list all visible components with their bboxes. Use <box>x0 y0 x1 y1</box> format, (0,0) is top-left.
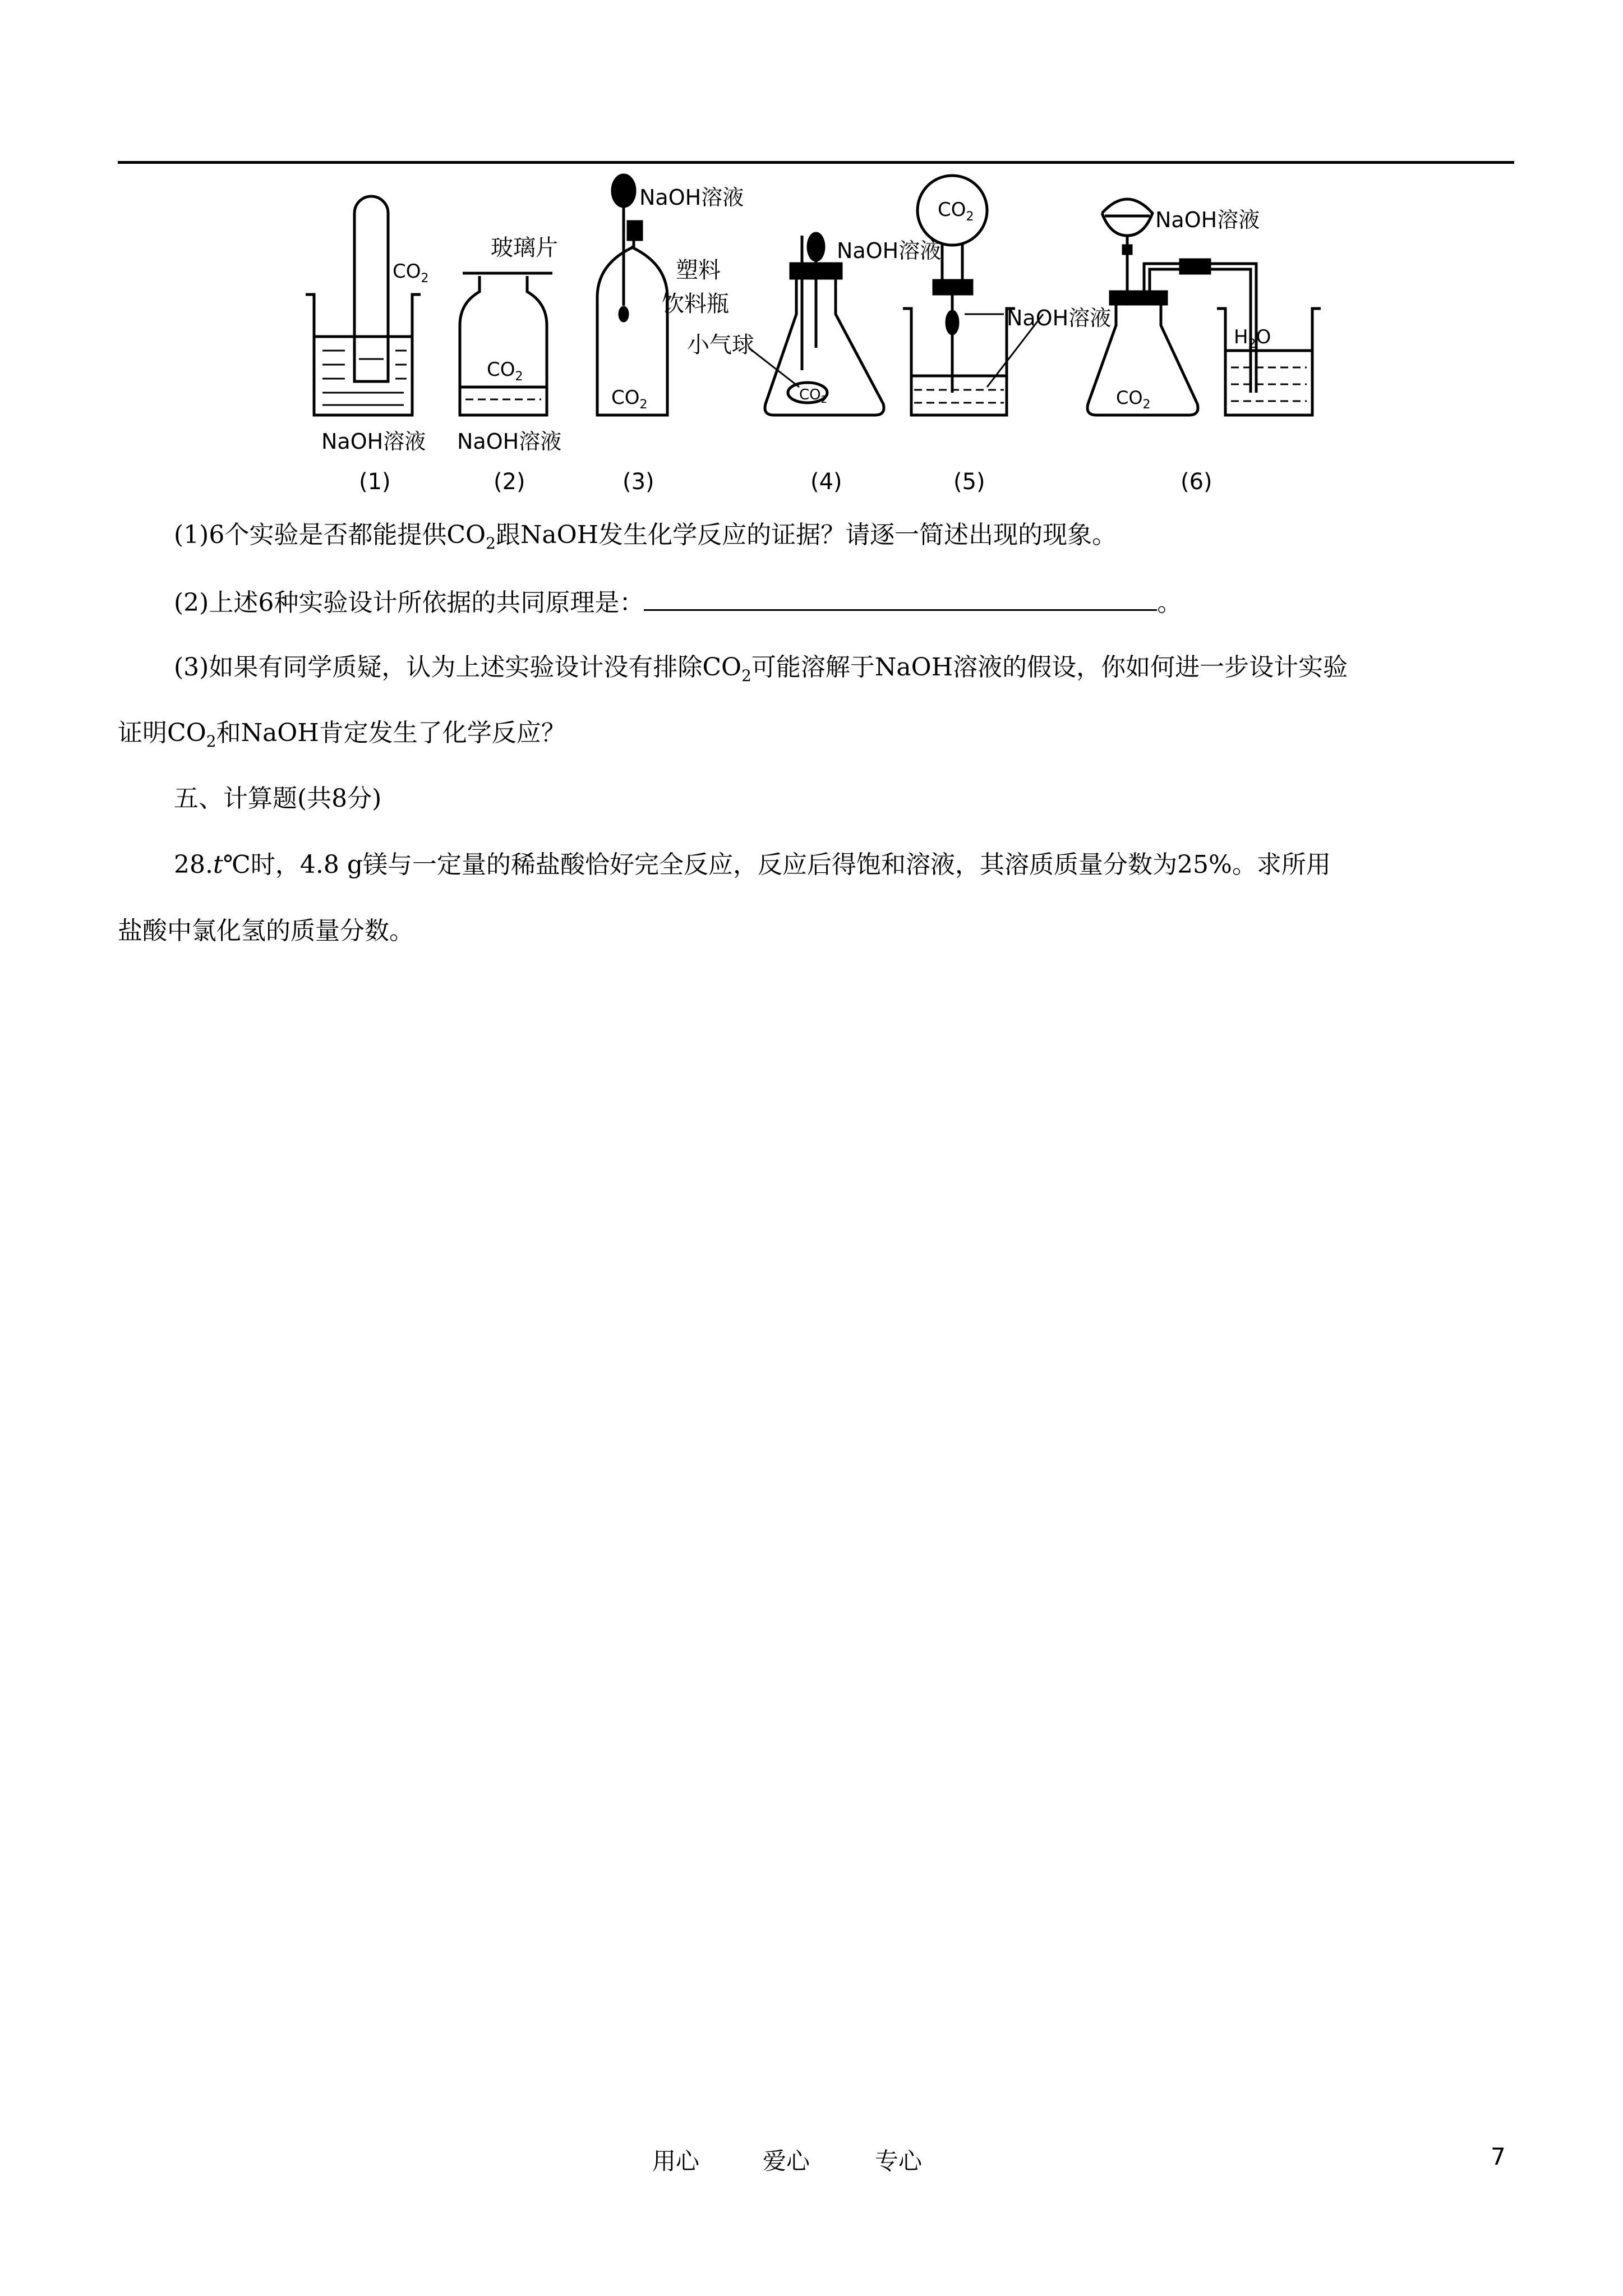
label-co2-3: $CO_2$ <box>611 386 648 412</box>
apparatus-3 <box>597 175 667 415</box>
label-co2-5: $CO_2$ <box>938 199 974 224</box>
question-2: (2)上述6种实验设计所依据的共同原理是： 。 <box>174 588 1182 617</box>
page-number: 7 <box>1491 2143 1506 2170</box>
footer-motto-1: 用心 <box>652 2147 700 2175</box>
apparatus-2 <box>460 273 552 415</box>
apparatus-1 <box>306 196 421 415</box>
label-co2-2: $CO_2$ <box>487 358 523 384</box>
caption-6: (6) <box>1181 469 1212 495</box>
caption-5: (5) <box>953 469 985 495</box>
label-water: $H_2O$ <box>1234 326 1271 351</box>
question-1: (1)6个实验是否都能提供$CO_2$跟NaOH发生化学反应的证据？请逐一简述出现的现象。 <box>174 521 1117 553</box>
label-naoh-4: NaOH溶液 <box>837 238 942 263</box>
caption-2: (2) <box>494 469 525 495</box>
question-3-line-1: (3)如果有同学质疑，认为上述实验设计没有排除$CO_2$可能溶解于NaOH溶液的假设，你如何进一步设计实验 <box>174 653 1348 685</box>
experiment-figure <box>0 0 1623 505</box>
label-naoh-5: NaOH溶液 <box>1007 306 1112 330</box>
answer-blank[interactable] <box>644 590 1157 611</box>
label-naoh-2: NaOH溶液 <box>457 429 562 454</box>
question-28-line-2: 盐酸中氯化氢的质量分数。 <box>118 917 414 945</box>
section-5-heading: 五、计算题(共8分) <box>174 784 382 813</box>
label-plastic-2: 饮料瓶 <box>662 291 729 317</box>
question-28-line-1: 28.t℃时，4.8 g镁与一定量的稀盐酸恰好完全反应，反应后得饱和溶液，其溶质质量分数为25%。求所用 <box>174 850 1331 879</box>
footer-motto-2: 爱心 <box>763 2147 810 2175</box>
label-naoh-1: NaOH溶液 <box>321 429 426 454</box>
label-plastic-1: 塑料 <box>676 257 721 283</box>
label-small-balloon: 小气球 <box>687 332 754 358</box>
label-glass-plate: 玻璃片 <box>491 235 558 261</box>
label-naoh-6: NaOH溶液 <box>1155 208 1260 232</box>
caption-3: (3) <box>623 469 654 495</box>
caption-1: (1) <box>359 469 391 495</box>
footer-motto-3: 专心 <box>875 2147 923 2175</box>
label-co2-1: $CO_2$ <box>393 260 429 286</box>
question-3-line-2: 证明$CO_2$和NaOH肯定发生了化学反应？ <box>118 719 566 751</box>
label-co2-6: $CO_2$ <box>1116 387 1151 412</box>
caption-4: (4) <box>810 469 842 495</box>
label-co2-4: $CO_2$ <box>799 386 828 406</box>
label-naoh-3: NaOH溶液 <box>639 185 744 210</box>
